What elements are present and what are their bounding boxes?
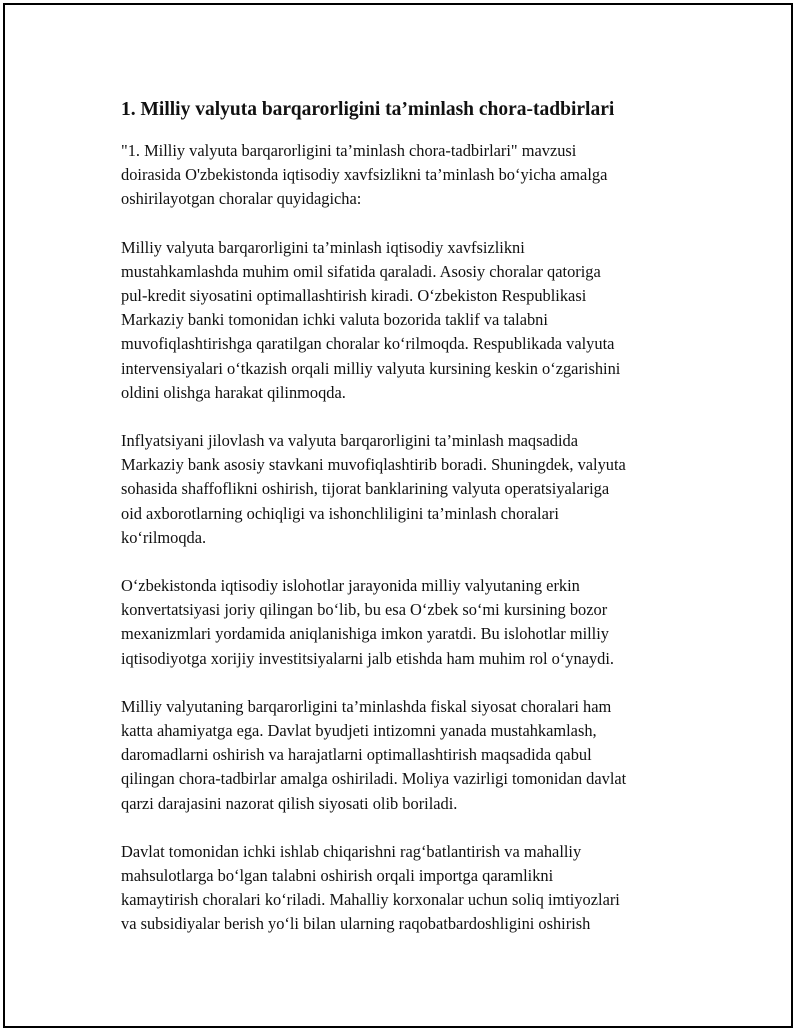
text-line: "1. Milliy valyuta barqarorligini ta’minlash chora-tadbirlari" mavzusi xyxy=(121,141,577,160)
text-line: mahsulotlarga bo‘lgan talabni oshirish orqali importga qaramlikni xyxy=(121,866,554,886)
paragraph-fiscal-policy xyxy=(121,695,691,816)
paragraph-monetary-policy xyxy=(121,236,691,405)
text-line: sohasida shaffoflikni oshirish, tijorat banklarining valyuta operatsiyalariga xyxy=(121,479,610,499)
text-line: muvofiqlashtirishga qaratilgan choralar ko‘rilmoqda. Respublikada valyuta xyxy=(121,334,615,354)
document-body xyxy=(121,97,691,961)
text-line: intervensiyalari o‘tkazish orqali milliy valyuta kursining keskin o‘zgarishini xyxy=(121,358,621,378)
text-line: Markaziy banki tomonidan ichki valuta bozorida taklif va talabni xyxy=(121,310,548,330)
text-line: oshirilayotgan choralar quyidagicha: xyxy=(121,189,362,209)
text-line: Davlat tomonidan ichki ishlab chiqarishni rag‘batlantirish va mahalliy xyxy=(121,841,582,861)
paragraph-inflation xyxy=(121,429,691,550)
text-line: katta ahamiyatga ega. Davlat byudjeti intizomni yanada mustahkamlash, xyxy=(121,721,597,741)
paragraph-convertibility xyxy=(121,574,691,671)
text-line: pul-kredit siyosatini optimallashtirish kiradi. O‘zbekiston Respublikasi xyxy=(121,286,587,306)
text-line: Milliy valyuta barqarorligini ta’minlash iqtisodiy xavfsizlikni xyxy=(121,237,525,257)
text-line: qilingan chora-tadbirlar amalga oshiriladi. Moliya vazirligi tomonidan davlat xyxy=(121,769,627,789)
section-heading: 1. Milliy valyuta barqarorligini ta’minlash chora-tadbirlari xyxy=(121,99,615,120)
text-line: konvertatsiyasi joriy qilingan bo‘lib, bu esa O‘zbek so‘mi kursining bozor xyxy=(121,600,608,620)
text-line: daromadlarni oshirish va harajatlarni optimallashtirish maqsadida qabul xyxy=(121,745,592,765)
text-line: oid axborotlarning ochiqligi va ishonchliligini ta’minlash choralari xyxy=(121,503,559,523)
text-line: doirasida O'zbekistonda iqtisodiy xavfsizlikni ta’minlash bo‘yicha amalga xyxy=(121,165,608,185)
document-page xyxy=(3,3,793,1028)
text-line: mustahkamlashda muhim omil sifatida qaraladi. Asosiy choralar qatoriga xyxy=(121,261,601,281)
paragraph-domestic-production xyxy=(121,840,691,937)
text-line: Markaziy bank asosiy stavkani muvofiqlashtirib boradi. Shuningdek, valyuta xyxy=(121,455,626,475)
text-line: va subsidiyalar berish yo‘li bilan ularning raqobatbardoshligini oshirish xyxy=(121,914,591,934)
text-line: mexanizmlari yordamida aniqlanishiga imkon yaratdi. Bu islohotlar milliy xyxy=(121,624,609,644)
text-line: oldini olishga harakat qilinmoqda. xyxy=(121,382,346,402)
text-line: qarzi darajasini nazorat qilish siyosati olib boriladi. xyxy=(121,793,458,813)
text-line: kamaytirish choralari ko‘riladi. Mahalliy korxonalar uchun soliq imtiyozlari xyxy=(121,890,620,910)
text-line: iqtisodiyotga xorijiy investitsiyalarni jalb etishda ham muhim rol o‘ynaydi. xyxy=(121,648,615,668)
text-line: ko‘rilmoqda. xyxy=(121,527,207,547)
text-line: O‘zbekistonda iqtisodiy islohotlar jarayonida milliy valyutaning erkin xyxy=(121,576,580,596)
text-line: Milliy valyutaning barqarorligini ta’minlashda fiskal siyosat choralari ham xyxy=(121,696,612,716)
text-line: Inflyatsiyani jilovlash va valyuta barqarorligini ta’minlash maqsadida xyxy=(121,431,578,451)
paragraph-intro xyxy=(121,139,691,212)
